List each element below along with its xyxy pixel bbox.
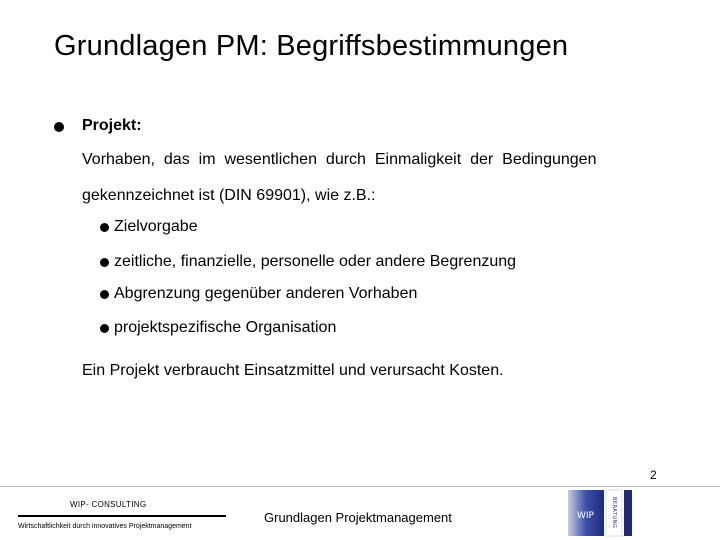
bullet-icon — [100, 223, 109, 232]
bullet-icon — [100, 258, 109, 267]
definition-line-1: Vorhaben, das im wesentlichen durch Einmaligkeit der Bedingungen — [82, 151, 597, 168]
definition-line-2: gekennzeichnet ist (DIN 69901), wie z.B.: — [82, 187, 376, 204]
company-underline — [18, 515, 226, 517]
sub-bullet-text: Abgrenzung gegenüber anderen Vorhaben — [114, 285, 418, 302]
closing-statement: Ein Projekt verbraucht Einsatzmittel und verursacht Kosten. — [82, 362, 504, 379]
sub-bullet-text: Zielvorgabe — [114, 218, 198, 235]
bullet-icon — [100, 290, 109, 299]
wip-logo — [564, 487, 634, 539]
logo-letters: BERATUNG — [611, 497, 617, 529]
company-name: WIP- CONSULTING — [70, 500, 147, 509]
main-bullet-label: Projekt: — [82, 117, 142, 134]
slide-title: Grundlagen PM: Begriffsbestimmungen — [54, 30, 569, 62]
logo-text: WIP — [577, 511, 594, 521]
bullet-icon — [100, 324, 109, 333]
sub-bullet-text: zeitliche, finanzielle, personelle oder andere Begrenzung — [114, 253, 517, 270]
sub-bullet-text: projektspezifische Organisation — [114, 319, 337, 336]
footer-title: Grundlagen Projektmanagement — [264, 510, 452, 525]
bullet-icon — [54, 122, 64, 132]
company-tagline: Wirtschaftlichkeit durch innovatives Projektmanagement — [18, 523, 192, 530]
page-number: 2 — [650, 468, 657, 482]
